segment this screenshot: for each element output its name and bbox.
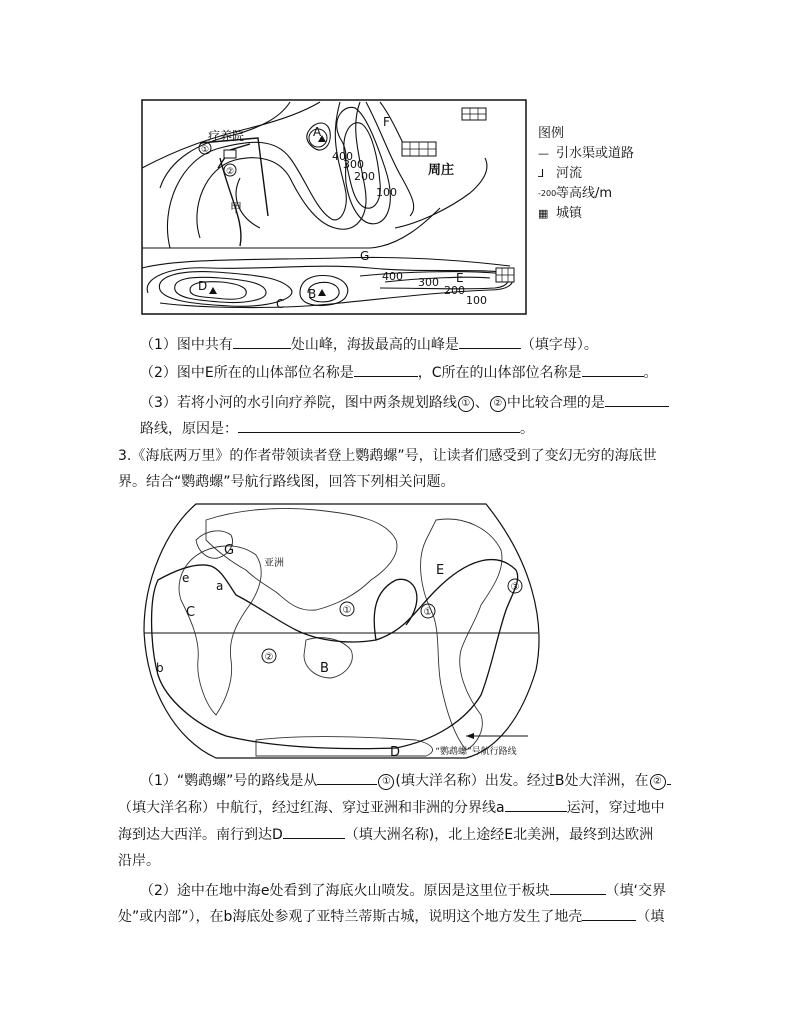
answer-blank[interactable]	[582, 906, 636, 921]
answer-blank[interactable]	[582, 362, 644, 377]
q2-p3-text-a: （3）若将小河的水引向疗养院，图中两条规划路线	[140, 395, 457, 411]
marker-1a: ①	[342, 605, 352, 616]
q3-part2	[140, 880, 666, 901]
ocean-2-marker: ②	[650, 774, 666, 790]
answer-blank[interactable]	[317, 770, 377, 785]
answer-blank[interactable]	[233, 334, 291, 349]
label-contour-100b: 100	[466, 294, 487, 307]
label-b: B	[320, 661, 329, 676]
q3-p1c-text-a: 海到达大西洋。南行到达D	[118, 827, 283, 843]
q3-p1b-text-a: （填大洋名称）中航行，经过红海、穿过亚洲和非洲的分界线a	[118, 800, 505, 816]
answer-blank[interactable]	[667, 770, 671, 785]
answer-blank[interactable]	[283, 824, 345, 839]
q3-part2-line2	[118, 906, 664, 927]
q2-p2-text-b: ，C所在的山体部位名称是	[417, 365, 582, 381]
label-sanatorium: 疗养院	[208, 129, 245, 143]
q3-part1-line3	[118, 824, 653, 845]
marker-2: ②	[264, 652, 274, 663]
label-route1: ①	[201, 145, 210, 155]
legend-label-contour: 等高线/m	[556, 186, 613, 201]
q2-part3-cont	[140, 418, 534, 439]
label-e: E	[436, 563, 445, 578]
ocean-1-marker: ①	[378, 774, 394, 790]
q3-p2-text-b: （填‘交界	[605, 883, 666, 899]
label-jia: 甲	[230, 201, 243, 215]
q2-part3	[140, 392, 669, 413]
label-contour-300a: 300	[343, 158, 364, 171]
answer-blank[interactable]	[459, 334, 521, 349]
label-f: F	[383, 115, 390, 129]
legend-label-canal: 引水渠或道路	[556, 146, 635, 161]
label-asia: 亚洲	[264, 558, 284, 569]
q2-p3-text-b: 中比较合理的是	[506, 395, 605, 411]
label-town-zhouzhuang: 周庄	[428, 163, 455, 178]
world-route-map	[136, 500, 546, 762]
route-2-marker: ②	[490, 396, 506, 412]
label-c: C	[276, 297, 285, 311]
label-a-lower: a	[216, 579, 224, 593]
marker-1b: ①	[423, 607, 433, 618]
label-contour-300b: 300	[418, 276, 439, 289]
route-1-marker: ①	[458, 396, 474, 412]
q3-p2b-text-b: （填	[636, 909, 665, 925]
label-g: G	[224, 543, 235, 558]
label-contour-400b: 400	[382, 270, 403, 283]
label-b-lower: b	[156, 661, 164, 675]
answer-blank[interactable]	[238, 418, 520, 433]
q3-p1-text-a: （1）“鹦鹉螺”号的路线是从	[140, 773, 318, 789]
q3-part1-line2	[118, 797, 665, 818]
label-b: B	[308, 287, 317, 301]
q2-p2-text-c: 。	[643, 365, 658, 381]
sanatorium-icon	[224, 150, 236, 158]
route-legend-label: “鹦鹉螺”号航行路线	[435, 747, 517, 757]
legend-label-river: 河流	[556, 166, 583, 181]
q3-part1	[140, 770, 671, 791]
q2-p2-text-a: （2）图中E所在的山体部位名称是	[140, 365, 354, 381]
label-e-lower: e	[182, 571, 190, 585]
label-a: A	[313, 125, 322, 139]
label-contour-400a: 400	[332, 150, 353, 163]
legend-item-river	[538, 164, 634, 184]
q2-part1	[140, 334, 598, 355]
answer-blank[interactable]	[605, 392, 669, 407]
answer-blank[interactable]	[550, 880, 606, 895]
contour-icon: -200-	[538, 189, 560, 198]
legend-item-canal	[538, 144, 634, 164]
q3-p1b-text-b: 运河，穿过地中	[566, 800, 665, 816]
town-icon: ▦	[538, 207, 549, 220]
q2-part2	[140, 362, 658, 383]
label-contour-200b: 200	[444, 284, 465, 297]
q3-p2-text-a: （2）途中在地中海e处看到了海底火山喷发。原因是这里位于板块	[140, 883, 550, 899]
label-e: E	[456, 271, 464, 285]
legend-label-town: 城镇	[556, 206, 583, 221]
label-c: C	[186, 605, 196, 620]
label-contour-100a: 100	[376, 186, 397, 199]
label-d: D	[390, 745, 401, 760]
q2-p3b-text-a: 路线，原因是：	[140, 421, 238, 437]
label-d: D	[198, 279, 208, 293]
answer-blank[interactable]	[505, 797, 567, 812]
canal-road-icon: —	[538, 147, 549, 160]
legend-item-contour	[538, 184, 634, 204]
q2-p3b-text-b: 。	[520, 421, 534, 437]
q3-intro-line2: 界。结合“鹦鹉螺”号航行路线图，回答下列相关问题。	[118, 474, 455, 490]
q2-p3-sep: 、	[474, 395, 489, 411]
q3-p2b-text-a: 处”或内部”），在b海底处参观了亚特兰蒂斯古城，说明这个地方发生了地壳	[118, 909, 583, 925]
label-g: G	[360, 249, 370, 263]
label-contour-200a: 200	[354, 170, 375, 183]
label-route2: ②	[226, 167, 235, 177]
q2-p1-text-b: 处山峰，海拔最高的山峰是	[290, 337, 459, 353]
q2-p1-text-a: （1）图中共有	[140, 337, 233, 353]
q3-part1-line4: 沿岸。	[118, 853, 160, 869]
q2-p1-text-c: （填字母）。	[520, 337, 598, 353]
q3-p1c-text-b: （填大洲名称)，北上途经E北美洲，最终到达欧洲	[344, 827, 654, 843]
river-icon: ⅃	[538, 167, 545, 180]
topographic-map	[140, 98, 530, 318]
legend-item-town	[538, 204, 634, 224]
map-legend	[538, 124, 634, 224]
q3-p1-text-b: (填大洋名称）出发。经过B处大洋洲，在	[395, 773, 649, 789]
legend-title: 图例	[538, 126, 565, 141]
map-outline	[144, 504, 539, 758]
marker-3: ③	[510, 582, 520, 593]
q3-intro-line1: 3.《海底两万里》的作者带领读者登上鹦鹉螺”号，让读者们感受到了变幻无穷的海底世	[118, 448, 657, 464]
answer-blank[interactable]	[354, 362, 418, 377]
